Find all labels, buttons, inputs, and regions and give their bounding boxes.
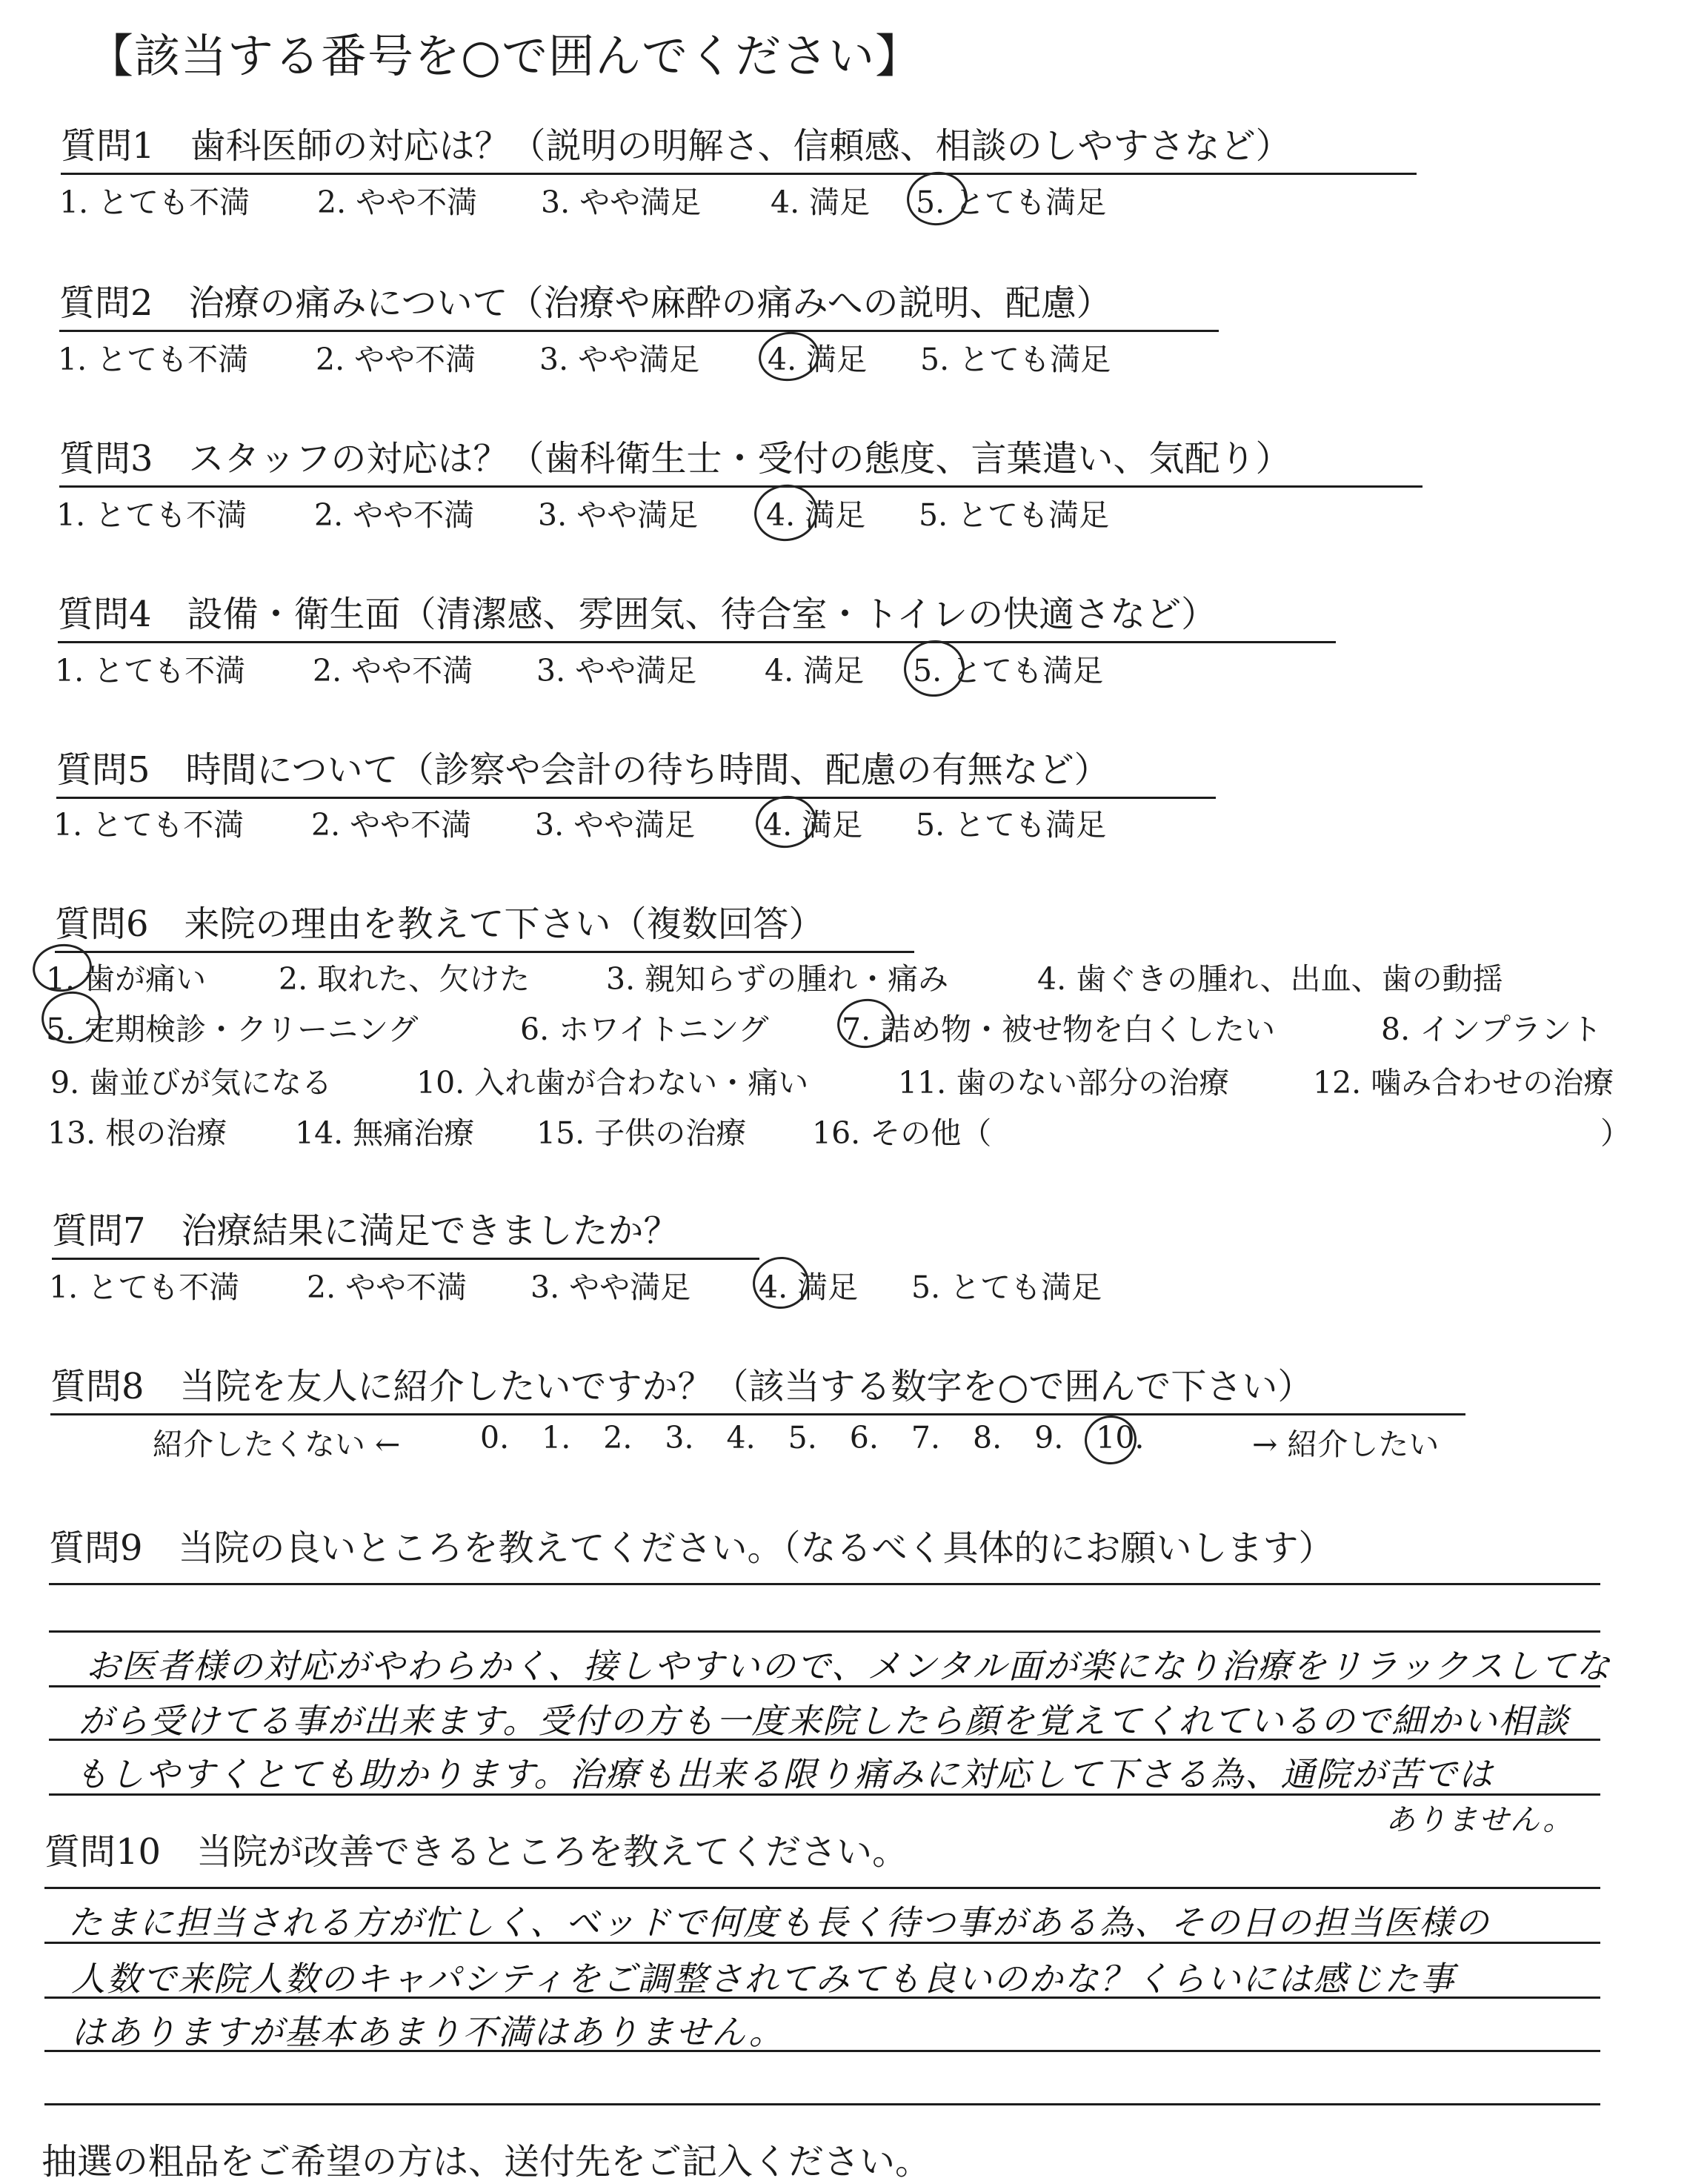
q8-scale — [480, 1420, 1177, 1456]
q1-option-4[interactable]: 4. 満足 — [771, 185, 871, 220]
q8-score-8[interactable]: 8. — [973, 1420, 1002, 1456]
q5-option-1[interactable]: 1. とても不満 — [53, 807, 244, 843]
q8-score-4[interactable]: 4. — [726, 1420, 756, 1456]
q8-left-label: 紹介したくない ← — [153, 1427, 401, 1462]
q4-option-3[interactable]: 3. やや満足 — [536, 653, 697, 688]
q5-option-5[interactable]: 5. とても満足 — [916, 807, 1107, 843]
q8-score-6[interactable]: 6. — [849, 1420, 879, 1456]
q3-option-4[interactable]: 4. 満足 — [766, 497, 866, 533]
q10-rule-5 — [44, 2103, 1600, 2105]
q3-option-5[interactable]: 5. とても満足 — [919, 497, 1110, 533]
q4-option-4[interactable]: 4. 満足 — [765, 653, 865, 688]
q2-option-2[interactable]: 2. やや不満 — [316, 342, 476, 377]
q7-option-1[interactable]: 1. とても不満 — [49, 1269, 240, 1305]
q8-score-1[interactable]: 1. — [542, 1420, 571, 1456]
q8-score-9[interactable]: 9. — [1034, 1420, 1064, 1456]
q2-option-3[interactable]: 3. やや満足 — [539, 342, 700, 377]
q9-answer-line-3: もしやすくとても助かります。治療も出来る限り痛みに対応して下さる為、通院が苦では — [74, 1754, 1494, 1794]
q1-option-5[interactable]: 5. とても満足 — [916, 185, 1107, 220]
q3-option-1[interactable]: 1. とても不満 — [56, 497, 247, 533]
q1-option-3[interactable]: 3. やや満足 — [541, 185, 702, 220]
question-8-title: 質問8 当院を友人に紹介したいですか？（該当する数字を○で囲んで下さい） — [50, 1358, 1465, 1415]
q6-option-1[interactable]: 1. 歯が痛い — [46, 961, 207, 997]
q9-rule-1 — [49, 1583, 1600, 1585]
question-9-title: 質問9 当院の良いところを教えてください。（なるべく具体的にお願いします） — [49, 1527, 1334, 1569]
q3-option-2[interactable]: 2. やや不満 — [314, 497, 475, 533]
q4-option-5[interactable]: 5. とても満足 — [913, 653, 1104, 688]
q6-option-14[interactable]: 14. 無痛治療 — [295, 1115, 475, 1151]
q2-option-1[interactable]: 1. とても不満 — [58, 342, 249, 377]
footer-note: 抽選の粗品をご希望の方は、送付先をご記入ください。 — [41, 2141, 931, 2183]
q1-option-2[interactable]: 2. やや不満 — [317, 185, 478, 220]
q9-answer-line-1: お医者様の対応がやわらかく、接しやすいので、メンタル面が楽になり治療をリラックスしてな — [86, 1646, 1611, 1686]
q7-option-3[interactable]: 3. やや満足 — [530, 1269, 691, 1305]
q9-rule-2 — [49, 1630, 1600, 1633]
question-7-title: 質問7 治療結果に満足できましたか？ — [52, 1202, 759, 1260]
q8-score-7[interactable]: 7. — [911, 1420, 940, 1456]
q4-option-2[interactable]: 2. やや不満 — [313, 653, 473, 688]
q3-option-3[interactable]: 3. やや満足 — [538, 497, 699, 533]
q2-option-4[interactable]: 4. 満足 — [768, 342, 868, 377]
q4-option-1[interactable]: 1. とても不満 — [55, 653, 246, 688]
q9-answer-line-2: がら受けてる事が出来ます。受付の方も一度来院したら顔を覚えてくれているので細かい相談 — [79, 1701, 1570, 1741]
q7-option-2[interactable]: 2. やや不満 — [307, 1269, 467, 1305]
page-instruction: 【該当する番号を○で囲んでください】 — [87, 29, 922, 83]
q6-option-9[interactable]: 9. 歯並びが気になる — [50, 1065, 333, 1101]
question-10-title: 質問10 当院が改善できるところを教えてください。 — [44, 1831, 908, 1873]
q6-option-3[interactable]: 3. 親知らずの腫れ・痛み — [606, 961, 949, 997]
q8-score-10[interactable]: 10. — [1096, 1420, 1145, 1456]
q5-option-3[interactable]: 3. やや満足 — [535, 807, 696, 843]
q6-option-10[interactable]: 10. 入れ歯が合わない・痛い — [416, 1065, 809, 1101]
q10-rule-1 — [44, 1887, 1600, 1889]
q6-option-7[interactable]: 7. 詰め物・被せ物を白くしたい — [842, 1012, 1276, 1047]
q7-option-4[interactable]: 4. 満足 — [759, 1269, 859, 1305]
q2-option-5[interactable]: 5. とても満足 — [920, 342, 1111, 377]
question-5-title: 質問5 時間について（診察や会計の待ち時間、配慮の有無など） — [56, 741, 1216, 799]
q8-right-label: → 紹介したい — [1252, 1427, 1440, 1462]
q6-option-6[interactable]: 6. ホワイトニング — [520, 1012, 769, 1047]
q6-option-4[interactable]: 4. 歯ぐきの腫れ、出血、歯の動揺 — [1037, 961, 1503, 997]
q6-option-5[interactable]: 5. 定期検診・クリーニング — [46, 1012, 419, 1047]
q6-option-8[interactable]: 8. インプラント — [1381, 1012, 1603, 1047]
q8-score-3[interactable]: 3. — [665, 1420, 694, 1456]
q6-other-close-paren: ） — [1600, 1115, 1631, 1151]
q6-option-15[interactable]: 15. 子供の治療 — [536, 1115, 747, 1151]
q10-answer-line-2: 人数で来院人数のキャパシティをご調整されてみても良いのかな？くらいには感じた事 — [71, 1959, 1456, 1999]
q6-option-16[interactable]: 16. その他（ — [812, 1115, 992, 1151]
q1-option-1[interactable]: 1. とても不満 — [59, 185, 250, 220]
q7-option-5[interactable]: 5. とても満足 — [911, 1269, 1102, 1305]
q5-option-2[interactable]: 2. やや不満 — [311, 807, 472, 843]
q5-option-4[interactable]: 4. 満足 — [763, 807, 863, 843]
question-3-title: 質問3 スタッフの対応は？（歯科衛生士・受付の態度、言葉遣い、気配り） — [59, 430, 1422, 488]
q10-answer-line-1: たまに担当される方が忙しく、ベッドで何度も長く待つ事がある為、その日の担当医様の — [68, 1902, 1491, 1942]
q6-option-2[interactable]: 2. 取れた、欠けた — [279, 961, 530, 997]
q6-option-13[interactable]: 13. 根の治療 — [47, 1115, 227, 1151]
q8-score-0[interactable]: 0. — [480, 1420, 510, 1456]
q8-score-5[interactable]: 5. — [788, 1420, 817, 1456]
q9-answer-line-4: ありません。 — [1385, 1803, 1574, 1837]
question-4-title: 質問4 設備・衛生面（清潔感、雰囲気、待合室・トイレの快適さなど） — [58, 585, 1336, 643]
q8-score-2[interactable]: 2. — [603, 1420, 633, 1456]
q6-option-12[interactable]: 12. 噛み合わせの治療 — [1313, 1065, 1614, 1101]
q6-option-11[interactable]: 11. 歯のない部分の治療 — [898, 1065, 1230, 1101]
question-6-title: 質問6 来院の理由を教えて下さい（複数回答） — [55, 895, 914, 953]
question-1-title: 質問1 歯科医師の対応は？（説明の明解さ、信頼感、相談のしやすさなど） — [61, 117, 1417, 175]
question-2-title: 質問2 治療の痛みについて（治療や麻酔の痛みへの説明、配慮） — [59, 274, 1219, 332]
q10-answer-line-3: はありますが基本あまり不満はありません。 — [71, 2012, 785, 2052]
